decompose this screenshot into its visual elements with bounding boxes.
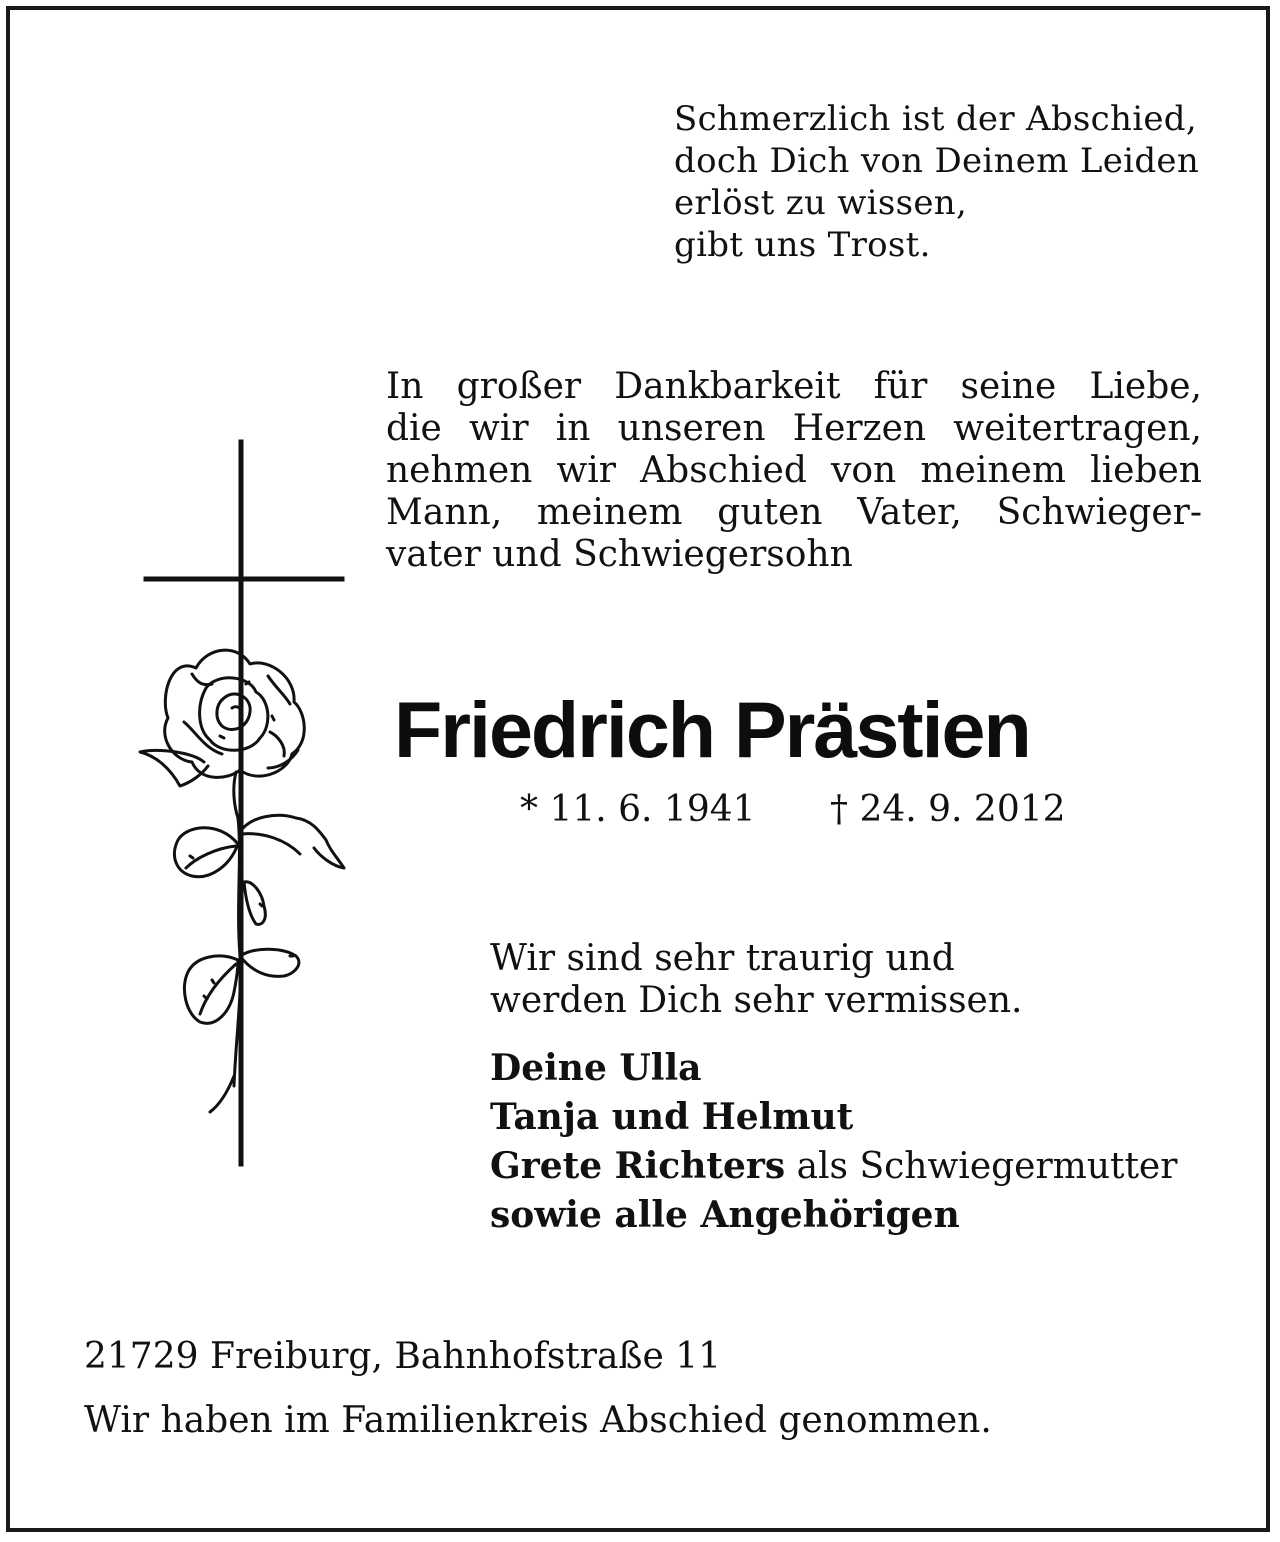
mourner-name: Tanja und Helmut: [490, 1096, 854, 1138]
cross-icon: [146, 442, 342, 1164]
mourner-line: [490, 1093, 1177, 1142]
mourner-name: sowie alle Angehörigen: [490, 1194, 960, 1236]
deceased-name: Friedrich Prästien: [394, 685, 1030, 774]
mourner-name: Grete Richters: [490, 1145, 786, 1187]
intro-line: vater und Schwiegersohn: [386, 534, 853, 575]
mourner-line: [490, 1044, 1177, 1093]
intro-line: nehmen wir Abschied von meinem lieben: [386, 450, 1202, 491]
condolence-message: [490, 938, 1022, 1022]
intro-line: In großer Dankbarkeit für seine Liebe,: [386, 366, 1202, 407]
motto-line: Schmerzlich ist der Abschied,: [674, 99, 1197, 139]
mourner-name: Deine Ulla: [490, 1047, 702, 1089]
intro-line: Mann, meinem guten Vater, Schwieger-: [386, 492, 1202, 533]
motto-line: gibt uns Trost.: [674, 225, 931, 265]
cross-with-rose-icon: [100, 436, 370, 1176]
message-line: Wir sind sehr traurig und: [490, 938, 955, 979]
message-line: werden Dich sehr vermissen.: [490, 980, 1023, 1021]
mourner-line: [490, 1191, 1177, 1240]
birth-date: * 11. 6. 1941: [520, 789, 756, 830]
mourner-line: [490, 1142, 1177, 1191]
intro-line: die wir in unseren Herzen weitertragen,: [386, 408, 1202, 449]
closing-note: Wir haben im Familienkreis Abschied genommen.: [84, 1400, 992, 1441]
mourners-list: [490, 1044, 1177, 1240]
death-date: † 24. 9. 2012: [830, 789, 1066, 830]
motto-line: erlöst zu wissen,: [674, 183, 968, 223]
motto-verse: [674, 98, 1199, 266]
mourner-relation: als Schwiegermutter: [785, 1146, 1178, 1187]
family-address: 21729 Freiburg, Bahnhofstraße 11: [84, 1336, 722, 1377]
motto-line: doch Dich von Deinem Leiden: [674, 141, 1200, 181]
intro-paragraph: [386, 366, 1202, 576]
